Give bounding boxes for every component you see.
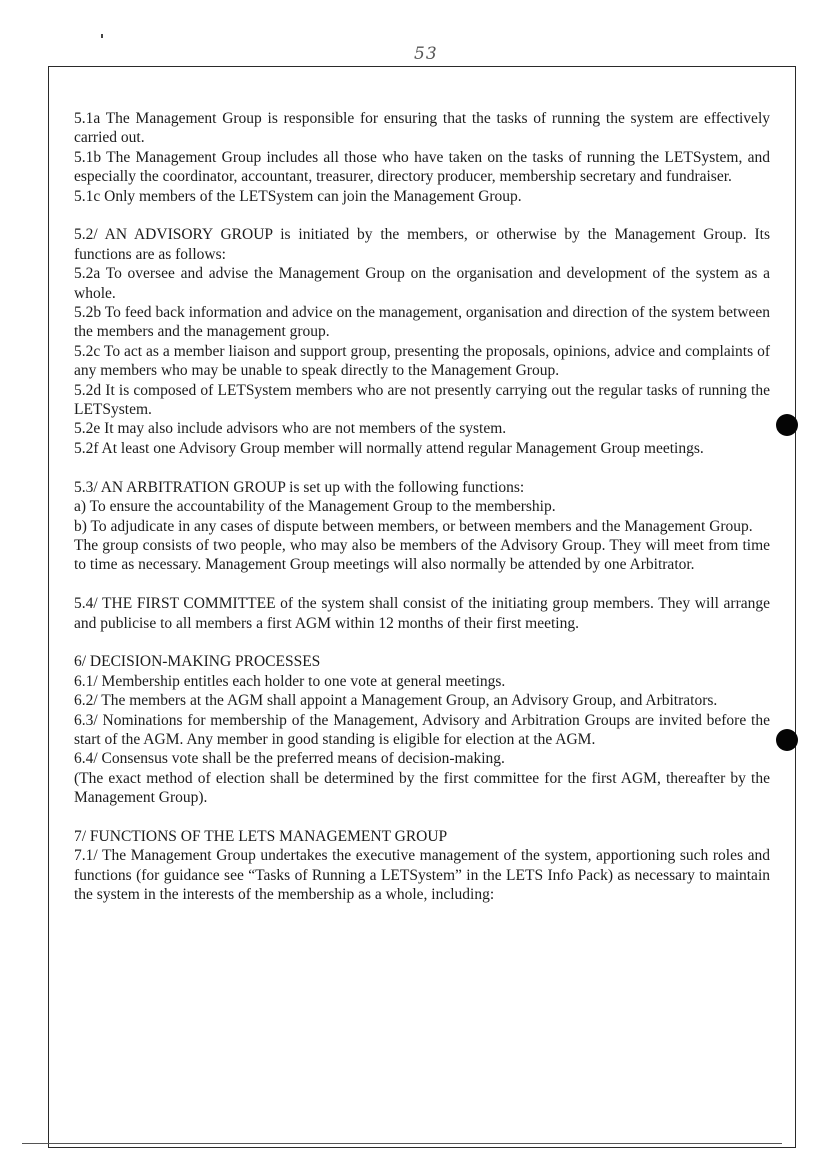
clause-5-3-heading: 5.3/ AN ARBITRATION GROUP is set up with the following functions: — [74, 478, 525, 496]
clause-5-1b: 5.1b The Management Group includes all those who have taken on the tasks of running the LETSystem, and especially the coordinator, accountant, treasurer, directory producer, membership secretary and fundraiser. — [74, 148, 770, 186]
punch-hole-upper — [776, 414, 798, 436]
section-6-heading: 6/ DECISION-MAKING PROCESSES — [74, 653, 321, 671]
clause-5-4: 5.4/ THE FIRST COMMITTEE of the system shall consist of the initiating group members. They will arrange and publicise to all members a first AGM within 12 months of their first meeting. — [74, 595, 770, 632]
section-management-group — [74, 109, 770, 206]
clause-5-3-body: The group consists of two people, who may also be members of the Advisory Group. They will meet from time to time as necessary. Management Group meetings will also normally be attended by one Arbitrator. — [74, 536, 770, 574]
clause-6-note: (The exact method of election shall be determined by the first committee for the first AGM, thereafter by the Management Group). — [74, 769, 770, 807]
section-decision-making — [74, 652, 770, 807]
clause-5-2d: 5.2d It is composed of LETSystem members who are not presently carrying out the regular tasks of running the LETSystem. — [74, 381, 770, 419]
clause-6-2: 6.2/ The members at the AGM shall appoint a Management Group, an Advisory Group, and Arbitrators. — [74, 692, 718, 710]
punch-hole-lower — [776, 729, 798, 751]
clause-5-2e: 5.2e It may also include advisors who are not members of the system. — [74, 420, 507, 438]
section-first-committee — [74, 594, 770, 633]
bottom-edge-line — [22, 1143, 782, 1144]
clause-5-2c: 5.2c To act as a member liaison and support group, presenting the proposals, opinions, advice and complaints of any members who may be unable to speak directly to the Management Group. — [74, 342, 770, 380]
document-body — [74, 109, 770, 905]
stray-mark — [101, 34, 103, 38]
clause-5-3a: a) To ensure the accountability of the Management Group to the membership. — [74, 498, 556, 516]
clause-6-1: 6.1/ Membership entitles each holder to one vote at general meetings. — [74, 672, 506, 690]
clause-5-2b: 5.2b To feed back information and advice on the management, organisation and direction of the system between the members and the management group. — [74, 304, 770, 341]
section-arbitration-group — [74, 478, 770, 575]
section-7-heading: 7/ FUNCTIONS OF THE LETS MANAGEMENT GROUP — [74, 827, 448, 845]
clause-5-3b: b) To adjudicate in any cases of dispute between members, or between members and the Management Group. — [74, 517, 753, 535]
clause-5-2-heading: 5.2/ AN ADVISORY GROUP is initiated by the members, or otherwise by the Management Group. Its functions are as follows: — [74, 226, 770, 263]
clause-5-1c: 5.1c Only members of the LETSystem can join the Management Group. — [74, 187, 522, 205]
clause-6-3: 6.3/ Nominations for membership of the Management, Advisory and Arbitration Groups are invited before the start of the AGM. Any member in good standing is eligible for election at the AGM. — [74, 711, 770, 748]
clause-5-1a: 5.1a The Management Group is responsible for ensuring that the tasks of running the system are effectively carried out. — [74, 110, 770, 147]
section-advisory-group — [74, 225, 770, 458]
clause-7-1: 7.1/ The Management Group undertakes the executive management of the system, apportioning such roles and functions (for guidance see “Tasks of Running a LETSystem” in the LETS Info Pack) as necessary to maintain the system in the interests of the membership as a whole, including: — [74, 847, 770, 904]
clause-5-2a: 5.2a To oversee and advise the Management Group on the organisation and development of the system as a whole. — [74, 265, 770, 302]
section-management-functions — [74, 827, 770, 905]
clause-6-4: 6.4/ Consensus vote shall be the preferred means of decision-making. — [74, 750, 505, 768]
page-number: 53 — [414, 44, 438, 64]
clause-5-2f: 5.2f At least one Advisory Group member will normally attend regular Management Group meetings. — [74, 439, 704, 457]
